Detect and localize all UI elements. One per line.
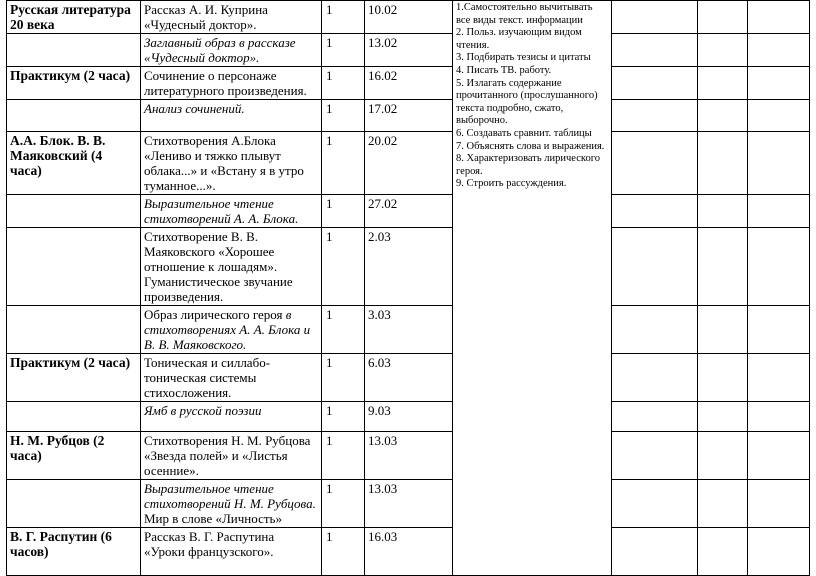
empty-cell xyxy=(612,100,698,132)
empty-cell xyxy=(612,34,698,67)
section-cell xyxy=(7,402,141,432)
topic-cell xyxy=(141,306,322,354)
empty-cell xyxy=(748,67,810,100)
topic-cell: Ямб в русской поэзии xyxy=(141,402,322,432)
empty-cell xyxy=(698,228,748,306)
empty-cell xyxy=(698,402,748,432)
date-cell: 6.03 xyxy=(365,354,453,402)
date-cell: 2.03 xyxy=(365,228,453,306)
topic-plain-text: Образ лирического героя xyxy=(144,307,286,322)
empty-cell xyxy=(612,195,698,228)
empty-cell xyxy=(698,354,748,402)
topic-cell: Рассказ А. И. Куприна «Чудесный доктор». xyxy=(141,1,322,34)
empty-cell xyxy=(698,480,748,528)
date-cell: 13.03 xyxy=(365,480,453,528)
topic-cell: Тоническая и силлабо-тоническая системы стихосложения. xyxy=(141,354,322,402)
table-row xyxy=(7,402,810,432)
empty-cell xyxy=(698,195,748,228)
empty-cell xyxy=(748,402,810,432)
empty-cell xyxy=(698,34,748,67)
empty-cell xyxy=(612,528,698,576)
objective-item: 6. Создавать сравнит. таблицы xyxy=(456,127,592,139)
empty-cell xyxy=(698,67,748,100)
empty-cell xyxy=(698,100,748,132)
topic-cell: Стихотворение В. В. Маяковского «Хорошее отношение к лошадям». Гуманистическое звучание произведения. xyxy=(141,228,322,306)
empty-cell xyxy=(612,402,698,432)
objective-item: 2. Польз. изучающим видом чтения. xyxy=(456,27,582,51)
section-cell xyxy=(7,480,141,528)
topic-cell: Стихотворения Н. М. Рубцова «Звезда полей» и «Листья осенние». xyxy=(141,432,322,480)
empty-cell xyxy=(748,1,810,34)
empty-cell xyxy=(698,1,748,34)
date-cell: 16.02 xyxy=(365,67,453,100)
empty-cell xyxy=(748,195,810,228)
empty-cell xyxy=(748,354,810,402)
objective-item: 3. Подбирать тезисы и цитаты xyxy=(456,52,591,64)
objective-item: 1.Самостоятельно вычитывать все виды текст. информации xyxy=(456,2,593,26)
table-row xyxy=(7,432,810,480)
topic-italic-text: в стихотворениях А. А. Блока и В. В. Маяковского. xyxy=(144,307,311,352)
topic-cell xyxy=(141,480,322,528)
hours-cell: 1 xyxy=(322,195,365,228)
empty-cell xyxy=(748,480,810,528)
hours-cell: 1 xyxy=(322,432,365,480)
topic-cell: Рассказ В. Г. Распутина «Уроки французского». xyxy=(141,528,322,576)
section-cell xyxy=(7,100,141,132)
objective-item: 4. Писать ТВ. работу. xyxy=(456,64,552,76)
objective-item: 7. Объяснять слова и выражения. xyxy=(456,140,605,152)
topic-cell: Анализ сочинений. xyxy=(141,100,322,132)
date-cell: 3.03 xyxy=(365,306,453,354)
empty-cell xyxy=(612,354,698,402)
empty-cell xyxy=(612,432,698,480)
date-cell: 20.02 xyxy=(365,132,453,195)
empty-cell xyxy=(612,67,698,100)
topic-cell: Выразительное чтение стихотворений А. А. Блока. xyxy=(141,195,322,228)
objective-item: 5. Излагать содержание прочитанного (прослушанного) текста подробно, сжато, выборочно. xyxy=(456,77,598,127)
empty-cell xyxy=(748,528,810,576)
section-cell: Русская литература 20 века xyxy=(7,1,141,34)
empty-cell xyxy=(748,432,810,480)
table-row xyxy=(7,306,810,354)
section-cell: В. Г. Распутин (6 часов) xyxy=(7,528,141,576)
table-row xyxy=(7,1,810,34)
empty-cell xyxy=(748,228,810,306)
table-row xyxy=(7,528,810,576)
hours-cell: 1 xyxy=(322,354,365,402)
hours-cell: 1 xyxy=(322,34,365,67)
hours-cell: 1 xyxy=(322,306,365,354)
empty-cell xyxy=(612,1,698,34)
date-cell: 13.02 xyxy=(365,34,453,67)
table-row xyxy=(7,67,810,100)
hours-cell: 1 xyxy=(322,132,365,195)
date-cell: 27.02 xyxy=(365,195,453,228)
curriculum-table xyxy=(6,0,810,576)
objective-item: 8. Характеризовать лирического героя. xyxy=(456,153,600,177)
empty-cell xyxy=(698,432,748,480)
empty-cell xyxy=(698,306,748,354)
hours-cell: 1 xyxy=(322,528,365,576)
table-row xyxy=(7,480,810,528)
date-cell: 13.03 xyxy=(365,432,453,480)
hours-cell: 1 xyxy=(322,67,365,100)
topic-cell: Заглавный образ в рассказе «Чудесный доктор». xyxy=(141,34,322,67)
date-cell: 16.03 xyxy=(365,528,453,576)
hours-cell: 1 xyxy=(322,228,365,306)
date-cell: 9.03 xyxy=(365,402,453,432)
topic-italic-text: Выразительное чтение стихотворений Н. М. Рубцова. xyxy=(144,481,316,511)
objectives-cell xyxy=(453,1,612,576)
empty-cell xyxy=(748,100,810,132)
table-row xyxy=(7,354,810,402)
section-cell xyxy=(7,34,141,67)
empty-cell xyxy=(612,480,698,528)
empty-cell xyxy=(748,34,810,67)
table-row xyxy=(7,100,810,132)
date-cell: 10.02 xyxy=(365,1,453,34)
topic-plain-text: Мир в слове «Личность» xyxy=(144,511,282,526)
section-cell xyxy=(7,306,141,354)
hours-cell: 1 xyxy=(322,1,365,34)
empty-cell xyxy=(612,132,698,195)
table-row xyxy=(7,195,810,228)
hours-cell: 1 xyxy=(322,100,365,132)
hours-cell: 1 xyxy=(322,402,365,432)
section-cell: Практикум (2 часа) xyxy=(7,67,141,100)
table-row xyxy=(7,34,810,67)
empty-cell xyxy=(612,228,698,306)
section-cell: Практикум (2 часа) xyxy=(7,354,141,402)
topic-cell: Сочинение о персонаже литературного произведения. xyxy=(141,67,322,100)
empty-cell xyxy=(612,306,698,354)
section-cell xyxy=(7,228,141,306)
section-cell: А.А. Блок. В. В. Маяковский (4 часа) xyxy=(7,132,141,195)
empty-cell xyxy=(748,306,810,354)
date-cell: 17.02 xyxy=(365,100,453,132)
table-row xyxy=(7,132,810,195)
topic-cell: Стихотворения А.Блока «Лениво и тяжко плывут облака...» и «Встану я в утро туманное...». xyxy=(141,132,322,195)
empty-cell xyxy=(698,132,748,195)
section-cell: Н. М. Рубцов (2 часа) xyxy=(7,432,141,480)
table-row xyxy=(7,228,810,306)
objective-item: 9. Строить рассуждения. xyxy=(456,178,567,190)
empty-cell xyxy=(698,528,748,576)
section-cell xyxy=(7,195,141,228)
hours-cell: 1 xyxy=(322,480,365,528)
empty-cell xyxy=(748,132,810,195)
